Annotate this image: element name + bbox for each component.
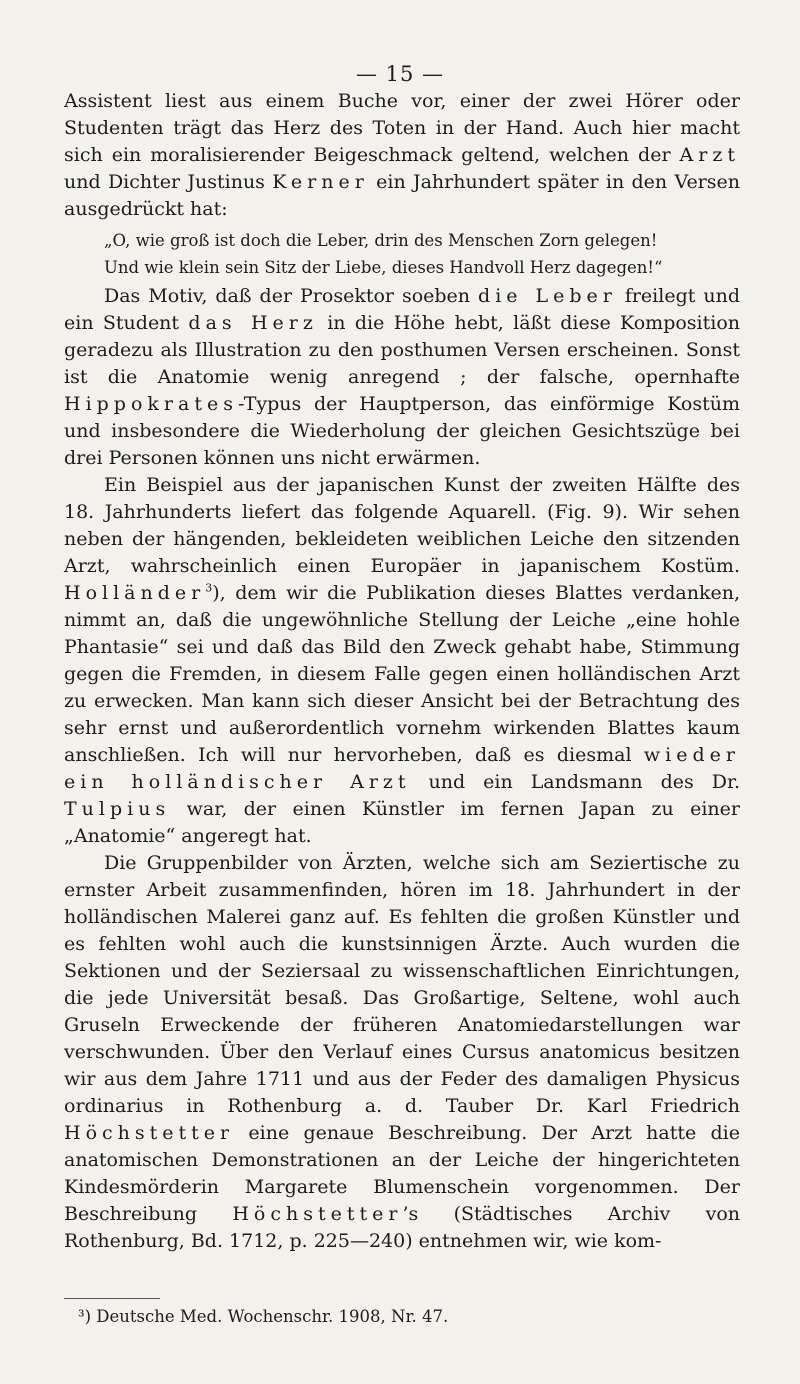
footnote: ³) Deutsche Med. Wochenschr. 1908, Nr. 47. [78, 1307, 449, 1326]
verse-line-1: „O, wie groß ist doch die Leber, drin des Menschen Zorn gelegen! [104, 231, 658, 250]
spaced-name: Holländer [64, 582, 206, 604]
footnote-divider [64, 1298, 160, 1299]
spaced-word: Arzt [679, 144, 740, 166]
paragraph-4: Die Gruppenbilder von Ärzten, welche sich am Seziertische zu ernster Arbeit zusammenfinden, hören im 18. Jahrhundert in der holländischen Malerei ganz auf. Es fehlten die großen Künstler und es fehlten wohl auch die kunstsinnigen Ärzte. Auch wurden die Sektionen und der Seziersaal zu wissenschaftlichen Einrichtungen, die jede Universität besaß. Das Großartige, Seltene, wohl auch Gruseln Erweckende der früheren Anatomiedarstellungen war verschwunden. Über den Verlauf eines Cursus anatomicus besitzen wir aus dem Jahre 1711 und aus der Feder des damaligen Physicus ordinarius in Rothenburg a. d. Tauber Dr. Karl Friedrich Höchstetter eine genaue Beschreibung. Der Arzt hatte die anatomischen Demonstrationen an der Leiche der hingerichteten Kindesmörderin Margarete Blumenschein vorgenommen. Der Beschreibung Höchstetter’s (Städtisches Archiv von Rothenburg, Bd. 1712, p. 225—240) entnehmen wir, wie kom- [64, 852, 741, 1252]
spaced-name: Kerner [272, 171, 369, 193]
paragraph-3: Ein Beispiel aus der japanischen Kunst der zweiten Hälfte des 18. Jahrhunderts liefert das folgende Aquarell. (Fig. 9). Wir sehen neben der hängenden, bekleideten weiblichen Leiche den sitzenden Arzt, wahrscheinlich einen Europäer in japanischem Kostüm. Holländer$^3$), dem wir die Publikation dieses Blattes verdanken, nimmt an, daß die ungewöhnliche Stellung der Leiche „eine hohle Phantasie“ sei und daß das Bild den Zweck gehabt habe, Stimmung gegen die Fremden, in diesem Falle gegen einen holländischen Arzt zu erwecken. Man kann sich dieser Ansicht bei der Betrachtung des sehr ernst und außerordentlich vornehm wirkenden Blattes kaum anschließen. Ich will nur hervorheben, daß es diesmal wieder ein holländischer Arzt und ein Landsmann des Dr. Tulpius war, der einen Künstler im fernen Japan zu einer „Anatomie“ angeregt hat. [64, 474, 740, 847]
spaced-name: Hippokrates [64, 393, 238, 415]
paragraph-2: Das Motiv, daß der Prosektor soeben die Leber freilegt und ein Student das Herz in die Höhe hebt, läßt diese Komposition geradezu als Illustration zu den posthumen Versen erscheinen. Sonst ist die Anatomie wenig anregend ; der falsche, opernhafte Hippokrates-Typus der Hauptperson, das einförmige Kostüm und insbesondere die Wiederholung der gleichen Gesichtszüge bei drei Personen können uns nicht erwärmen. [64, 285, 741, 469]
spaced-phrase: wieder ein holländischer Arzt [64, 744, 740, 793]
footnote-ref: 3 [205, 581, 213, 595]
spaced-name: Höchstetter [64, 1122, 235, 1144]
page-number: — 15 — [355, 62, 445, 86]
spaced-name: Höchstetter [232, 1203, 403, 1225]
spaced-name: Tulpius [64, 798, 171, 820]
spaced-word: das Herz [188, 312, 318, 334]
verse-line-2: Und wie klein sein Sitz der Liebe, dieses Handvoll Herz dagegen!“ [104, 258, 663, 277]
spaced-word: die Leber [478, 285, 617, 307]
paragraph-1: Assistent liest aus einem Buche vor, einer der zwei Hörer oder Studenten trägt das Herz des Toten in der Hand. Auch hier macht sich ein moralisierender Beigeschmack geltend, welchen der Arzt und Dichter Justinus Kerner ein Jahrhundert später in den Versen ausgedrückt hat: [64, 90, 740, 220]
